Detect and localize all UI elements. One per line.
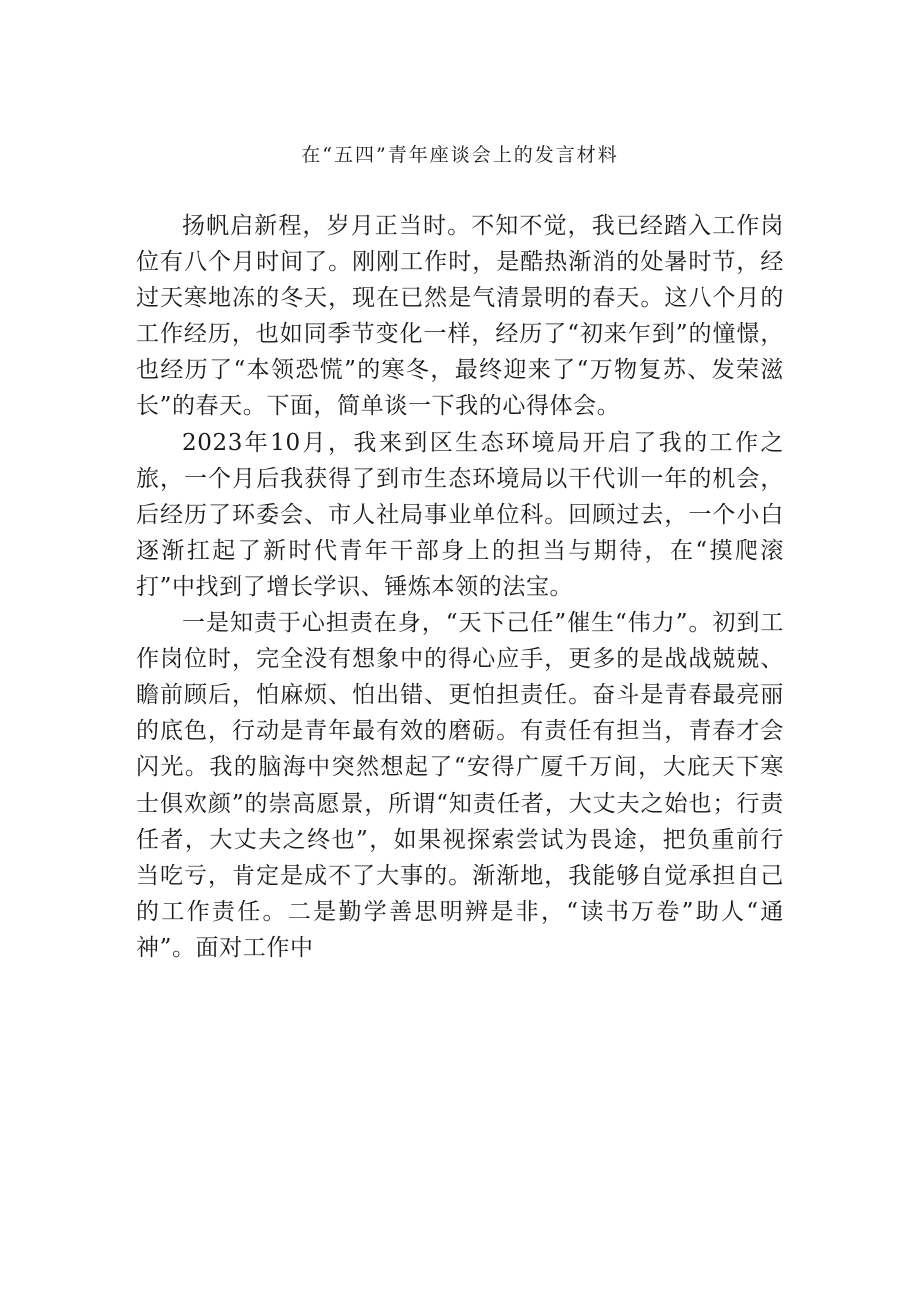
document-body (136, 208, 784, 966)
paragraph-responsibility: 一是知责于心担责在身，“天下己任”催生“伟力”。初到工作岗位时，完全没有想象中的得心应手，更多的是战战兢兢、瞻前顾后，怕麻烦、怕出错、更怕担责任。奋斗是青春最亮丽的底色，行动是青年最有效的磨砺。有责任有担当，青春才会闪光。我的脑海中突然想起了“安得广厦千万间，大庇天下寒士俱欢颜”的崇高愿景，所谓“知责任者，大丈夫之始也；行责任者，大丈夫之终也”，如果视探索尝试为畏途，把负重前行当吃亏，肯定是成不了大事的。渐渐地，我能够自觉承担自己的工作责任。二是勤学善思明辨是非，“读书万卷”助人“通神”。面对工作中 (136, 610, 784, 961)
paragraph-work-history: 2023年10月，我来到区生态环境局开启了我的工作之旅，一个月后我获得了到市生态环境局以干代训一年的机会，后经历了环委会、市人社局事业单位科。回顾过去，一个小白逐渐扛起了新时代青年干部身上的担当与期待，在“摸爬滚打”中找到了增长学识、锤炼本领的法宝。 (136, 429, 784, 600)
document-title: 在“五四”青年座谈会上的发言材料 (301, 144, 619, 166)
paragraph-intro: 扬帆启新程，岁月正当时。不知不觉，我已经踏入工作岗位有八个月时间了。刚刚工作时，是酷热渐消的处暑时节，经过天寒地冻的冬天，现在已然是气清景明的春天。这八个月的工作经历，也如同季节变化一样，经历了“初来乍到”的憧憬，也经历了“本领恐慌”的寒冬，最终迎来了“万物复苏、发荣滋长”的春天。下面，简单谈一下我的心得体会。 (136, 213, 784, 420)
